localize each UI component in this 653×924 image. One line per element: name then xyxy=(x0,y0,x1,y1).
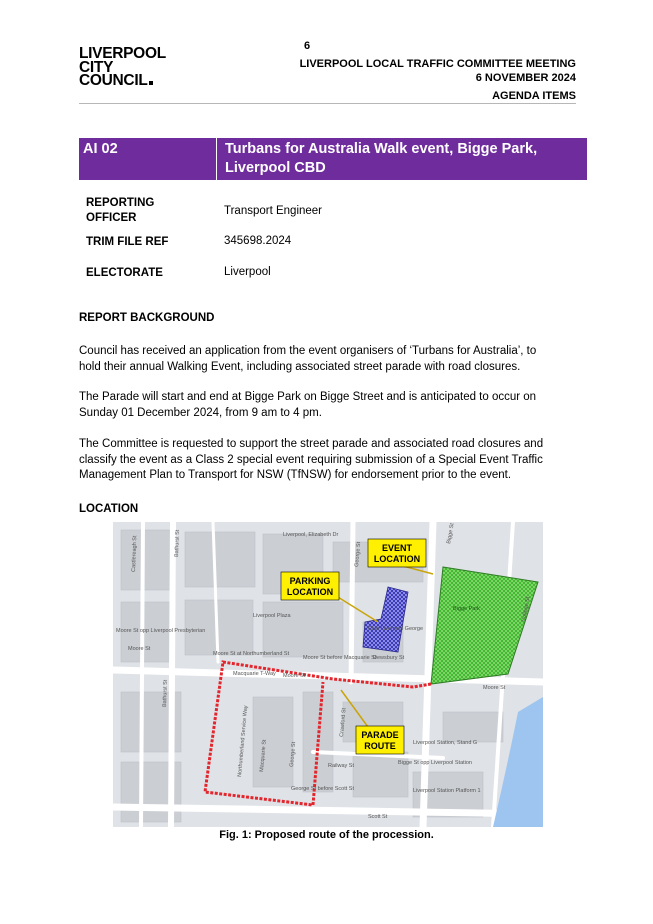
label-bathurst-bottom: Bathurst St xyxy=(162,679,169,708)
logo-line-2: CITY xyxy=(79,58,114,76)
label-liverpool-plaza: Liverpool Plaza xyxy=(253,613,291,619)
label-macquarie-st: Macquarie St xyxy=(259,739,268,773)
label-bigge-park: Bigge Park xyxy=(453,606,480,612)
label-northumberland: Northumberland Service Way xyxy=(237,705,250,778)
event-location-callout xyxy=(368,539,426,567)
map-svg xyxy=(113,522,543,827)
label-dewsbury: Dewsbury St xyxy=(373,655,405,661)
paragraph-1 xyxy=(79,344,579,375)
label-castlereagh: Castlereagh St xyxy=(131,535,139,573)
label-george-mid: George St xyxy=(289,741,298,768)
label-college: College St xyxy=(521,596,532,623)
paragraph-1-line-2: hold their annual Walking Event, including associated street parade with road closures. xyxy=(79,360,521,373)
parade-callout-line-2: ROUTE xyxy=(364,741,396,751)
label-moore-stop: Moore St opp Liverpool Presbyterian xyxy=(116,628,206,634)
label-moore-macquarie: Moore St before Macquarie St xyxy=(303,655,377,661)
label-moore-west: Moore St xyxy=(128,646,151,652)
parade-route-callout xyxy=(356,726,404,754)
reporting-officer-value: Transport Engineer xyxy=(224,205,323,217)
header-divider xyxy=(79,103,576,104)
meeting-date: 6 NOVEMBER 2024 xyxy=(475,72,576,84)
paragraph-2-line-2: Sunday 01 December 2024, from 9 am to 4 pm. xyxy=(79,406,322,419)
agenda-item-title xyxy=(217,138,587,180)
paragraph-1-line-1: Council has received an application from the event organisers of ‘Turbans for Australia’, to xyxy=(79,345,537,357)
reporting-officer-label xyxy=(86,196,154,226)
electorate-value: Liverpool xyxy=(224,266,271,278)
figure-caption: Fig. 1: Proposed route of the procession. xyxy=(219,829,434,841)
label-moore-east: Moore St xyxy=(483,685,506,691)
paragraph-2 xyxy=(79,390,579,421)
label-bigge: Bigge St xyxy=(446,522,456,545)
meeting-title: LIVERPOOL LOCAL TRAFFIC COMMITTEE MEETING xyxy=(299,58,576,70)
trim-file-value: 345698.2024 xyxy=(224,235,292,247)
section-title: AGENDA ITEMS xyxy=(492,90,576,102)
location-heading: LOCATION xyxy=(79,503,139,515)
label-george-top: George St xyxy=(354,541,363,568)
logo-dot-icon xyxy=(149,81,153,85)
parking-location-callout xyxy=(281,572,339,600)
label-macquarie-way: Macquarie T-Way xyxy=(233,671,276,677)
label-crawford: Crawford St xyxy=(339,707,348,738)
label-platform: Liverpool Station Platform 1 xyxy=(413,788,481,794)
paragraph-2-line-1: The Parade will start and end at Bigge Park on Bigge Street and is anticipated to occur on xyxy=(79,391,537,403)
reporting-officer-label-line-2: OFFICER xyxy=(86,212,137,224)
logo-line-3: COUNCIL xyxy=(79,72,148,89)
trim-file-label: TRIM FILE REF xyxy=(86,236,169,248)
label-bigge-opp: Bigge St opp Liverpool Station xyxy=(398,760,472,766)
council-logo xyxy=(79,47,166,88)
agenda-title-line-2: Liverpool CBD xyxy=(225,160,326,176)
report-background-heading: REPORT BACKGROUND xyxy=(79,312,215,324)
label-club: Club Liverpool George xyxy=(368,626,424,632)
label-liverpool-station: Liverpool Station, Stand G xyxy=(413,740,478,746)
label-scott: Scott St xyxy=(368,814,388,820)
label-liverpool-elizabeth: Liverpool, Elizabeth Dr xyxy=(283,532,339,538)
label-moore-northumberland: Moore St at Northumberland St xyxy=(213,651,290,657)
agenda-item-number: AI 02 xyxy=(79,138,217,180)
paragraph-3-line-1: The Committee is requested to support the street parade and associated road closures and xyxy=(79,438,544,450)
parking-callout-line-2: LOCATION xyxy=(286,587,334,597)
page-number: 6 xyxy=(304,40,311,52)
event-callout-line-2: LOCATION xyxy=(373,554,421,564)
paragraph-3-line-2: classify the event as a Class 2 special event requiring submission of a Special Event Traffic xyxy=(79,453,543,466)
label-moore-mid: Moore St xyxy=(283,673,306,679)
parade-callout-line-1: PARADE xyxy=(361,730,399,740)
location-map xyxy=(113,522,543,827)
electorate-label: ELECTORATE xyxy=(86,267,163,279)
reporting-officer-label-line-1: REPORTING xyxy=(86,197,155,209)
label-george-scott: George St before Scott St xyxy=(291,786,354,792)
agenda-item-banner xyxy=(79,138,587,180)
label-railway: Railway St xyxy=(328,763,354,769)
paragraph-3 xyxy=(79,437,579,484)
agenda-title-line-1: Turbans for Australia Walk event, Bigge Park, xyxy=(225,141,538,157)
event-callout-line-1: EVENT xyxy=(381,543,413,553)
paragraph-3-line-3: Management Plan to Transport for NSW (TfNSW) for endorsement prior to the event. xyxy=(79,469,512,481)
logo-line-1: LIVERPOOL xyxy=(79,45,166,62)
label-bathurst-top: Bathurst St xyxy=(174,529,181,558)
parking-callout-line-1: PARKING xyxy=(289,576,331,586)
